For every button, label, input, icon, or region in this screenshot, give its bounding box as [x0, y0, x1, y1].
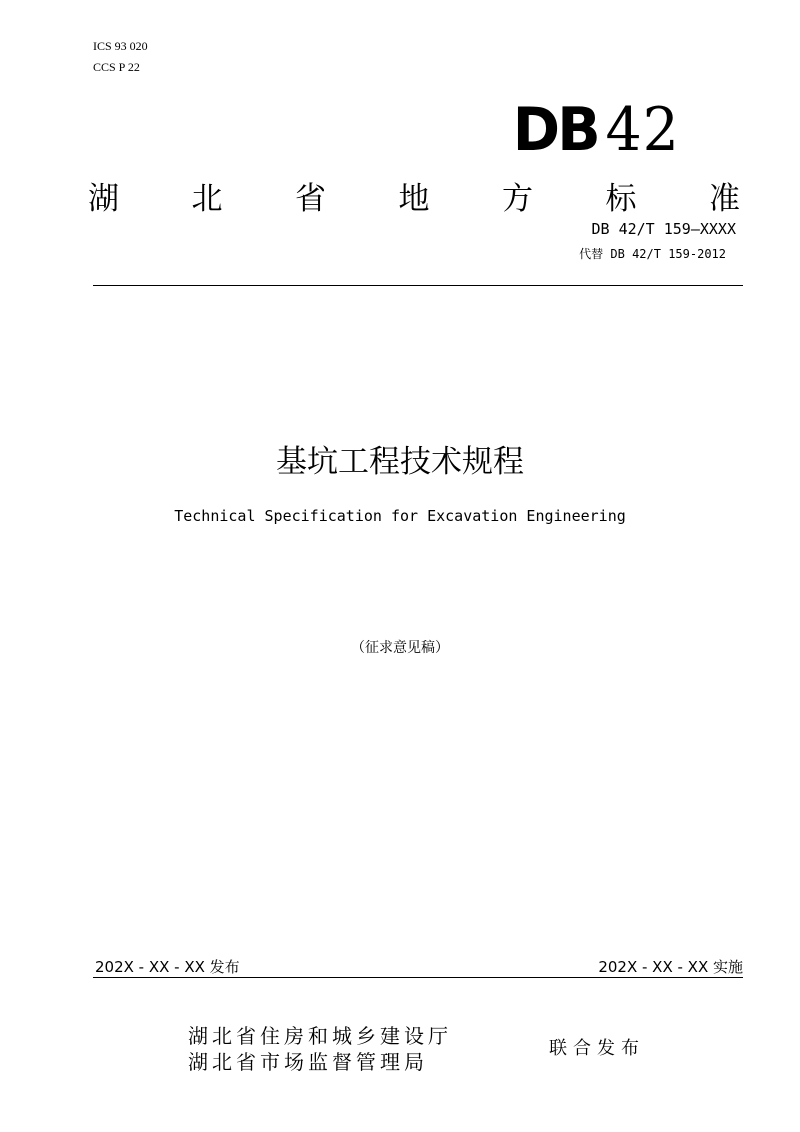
standard-type-char: 准: [709, 181, 740, 217]
standard-type-char: 湖: [88, 181, 119, 217]
effective-date: 202X - XX - XX 实施: [598, 958, 743, 976]
standard-type-title: [88, 181, 740, 217]
issuer-market-regulation: 湖北省市场监督管理局: [188, 1050, 428, 1074]
bottom-divider: [93, 977, 743, 978]
db-logo-number: 42: [605, 95, 680, 165]
db-logo: [512, 95, 680, 165]
standard-type-char: 标: [605, 181, 637, 217]
draft-status-note: （征求意见稿）: [351, 640, 449, 656]
standard-type-char: 方: [502, 181, 533, 217]
standard-type-char: 省: [295, 181, 326, 217]
standard-type-char: 地: [398, 181, 430, 217]
joint-issue-label: 联合发布: [549, 1038, 645, 1059]
db-logo-letters: DB: [512, 95, 598, 165]
standard-type-char: 北: [191, 181, 223, 217]
standard-number: DB 42/T 159—XXXX: [591, 220, 736, 238]
document-title-cn: 基坑工程技术规程: [276, 444, 524, 480]
issuer-housing-department: 湖北省住房和城乡建设厅: [188, 1024, 452, 1048]
ccs-code: CCS P 22: [93, 60, 140, 74]
document-title-en: Technical Specification for Excavation Engineering: [174, 507, 626, 525]
top-divider: [93, 285, 743, 286]
ics-code: ICS 93 020: [93, 39, 148, 53]
replaces-standard: 代替 DB 42/T 159-2012: [579, 247, 726, 261]
publish-date: 202X - XX - XX 发布: [95, 958, 240, 976]
